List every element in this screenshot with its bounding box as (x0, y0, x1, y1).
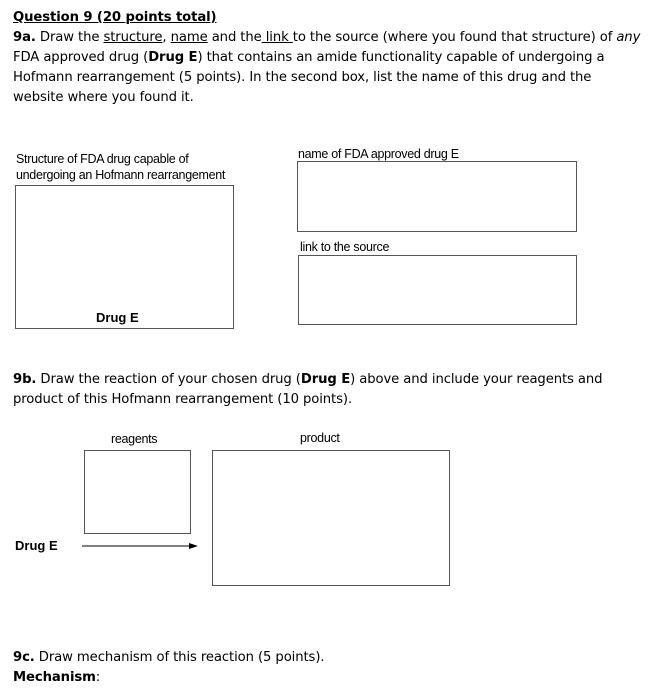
question-title: Question 9 (20 points total) (13, 10, 217, 25)
structure-label: Structure of FDA drug capable of undergoing an Hofmann rearrangement (16, 152, 226, 182)
drug-name-input-box[interactable] (297, 161, 577, 232)
product-label: product (300, 431, 340, 445)
q9a-line-3: Hofmann rearrangement (5 points). In the second box, list the name of this drug and the (13, 70, 592, 85)
reaction-start-drug-label: Drug E (15, 538, 58, 553)
product-drawing-box[interactable] (212, 450, 450, 586)
source-link-input-box[interactable] (298, 255, 577, 325)
link-label: link to the source (300, 240, 390, 254)
q9c-line-1: 9c. Draw mechanism of this reaction (5 points). (13, 650, 325, 665)
mechanism-heading: Mechanism: (13, 670, 101, 685)
q9c-block (13, 648, 643, 688)
structure-box-drug-label: Drug E (96, 310, 139, 325)
q9b-block (13, 370, 643, 410)
q9a-line-1: 9a. Draw the structure, name and the link to the source (where you found that structure) of any (13, 30, 641, 45)
q9a-line-2: FDA approved drug (Drug E) that contains an amide functionality capable of undergoing a (13, 50, 605, 65)
name-label: name of FDA approved drug E (298, 147, 459, 161)
question-9-block (13, 8, 643, 108)
q9b-line-2: product of this Hofmann rearrangement (10 points). (13, 392, 353, 407)
q9b-line-1: 9b. Draw the reaction of your chosen drug (Drug E) above and include your reagents and (13, 372, 603, 387)
reagents-input-box[interactable] (84, 450, 191, 534)
reagents-label: reagents (111, 432, 158, 446)
q9a-line-4: website where you found it. (13, 90, 194, 105)
reaction-arrow-icon (80, 540, 200, 552)
structure-drawing-box[interactable] (15, 185, 234, 329)
